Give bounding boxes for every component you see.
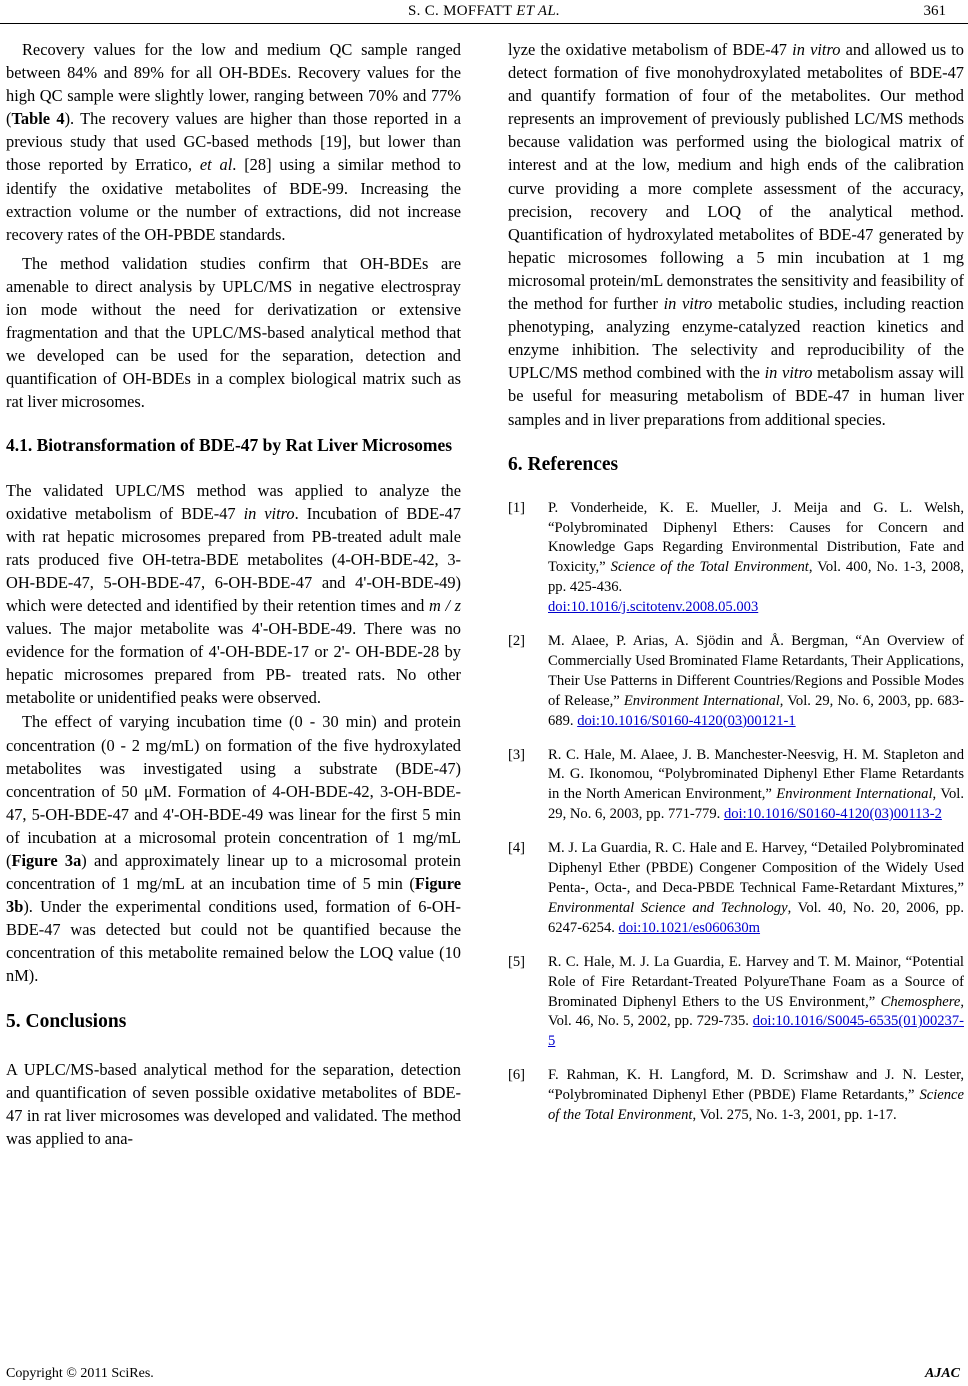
text-run: , Vol. 46, No. 5, 2002, pp. 729-735.: [548, 993, 964, 1030]
text-run: and allowed us to detect formation of five monohydroxylated metabolites of BDE-47 and quantify formation of four of the metabolites. Our method represents an improvement of previously published LC/MS methods because validation was performed using the biological matrix of interest and at the low, medium and high ends of the calibration curve providing a more complete assessment of the accuracy, precision, recovery and LOQ of the analytical method. Quantification of hydroxylated metabolites of BDE-47 generated by hepatic microsomes following a 5 min incubation at 1 mg microsomal protein/mL demonstrates the sensitivity and feasibility of the method for further: [508, 40, 964, 314]
text-run: Recovery values for the low and medium QC sample ranged between 84% and 89% for all OH-BDEs. Recovery values for the high QC sample were slightly lower, ranging between 70% and 77% (: [6, 40, 461, 129]
left-column: [6, 38, 461, 1150]
doi-link[interactable]: doi:10.1016/S0160-4120(03)00121-1: [577, 712, 796, 729]
text-run: The validated UPLC/MS method was applied to analyze the oxidative metabolism of BDE-47: [6, 480, 461, 523]
text-run: in vitro: [663, 294, 713, 314]
text-run: Environment International: [776, 786, 933, 803]
text-run: in vitro: [792, 40, 841, 59]
text-run: , Vol. 29, No. 6, 2003, pp. 771-779.: [548, 786, 964, 823]
page-header: [0, 0, 968, 24]
doi-link[interactable]: doi:10.1016/S0045-6535(01)00237-5: [548, 1013, 964, 1050]
reference-item: [508, 839, 964, 939]
text-run: Environmental Science and Technology: [548, 899, 788, 916]
reference-item: [508, 953, 964, 1053]
journal-abbreviation: AJAC: [924, 1366, 960, 1381]
figure-3a-link[interactable]: Figure 3a: [11, 851, 82, 870]
text-run: Chemosphere: [880, 993, 961, 1010]
text-run: metabolism assay will be useful for measuring metabolism of BDE-47 in human liver samples and in liver preparations from additional species.: [508, 363, 965, 429]
reference-number: [4]: [508, 840, 526, 857]
text-run: ) and approximately linear up to a microsomal protein concentration of 1 mg/mL at an incubation time of 5 min (: [6, 851, 461, 894]
text-run: R. C. Hale, M. J. La Guardia, E. Harvey and T. M. Mainor, “Potential Role of Fire Retardant-Treated PolyureThane Foam as a Source of Brominated Diphenyl Ethers to the US Environment,”: [548, 953, 964, 1010]
text-run: , Vol. 400, No. 1-3, 2008, pp. 425-436.: [548, 559, 964, 596]
text-run: Environment International: [623, 692, 780, 709]
reference-item: [508, 1066, 964, 1126]
text-run: , Vol. 29, No. 6, 2003, pp. 683-689.: [548, 692, 964, 729]
reference-number: [3]: [508, 746, 526, 763]
reference-item: [508, 499, 964, 618]
page-number: 361: [923, 3, 946, 19]
text-run: The effect of varying incubation time (0 - 30 min) and protein concentration (0 - 2 mg/mL) on formation of the five hydroxylated metabolites was investigated using a substrate (BDE-47) concentration of 50 μM. Formation of 4-OH-BDE-42, 3-OH-BDE-47, 5-OH-BDE-47 and 4'-OH-BDE-49 was linear for the first 5 min of incubation at a microsomal protein concentration of 1 mg/mL (: [6, 712, 461, 870]
text-run: in vitro: [243, 503, 295, 523]
right-column: [508, 38, 964, 1126]
running-head: [0, 3, 968, 20]
text-run: ). Under the experimental conditions used, formation of 6-OH-BDE-47 was detected but could not be quantified because the concentration of this metabolite remained below the LOQ value (10 nM).: [6, 897, 461, 986]
text-run: Science of the Total Environment: [610, 559, 809, 576]
paragraph-biotransformation: [6, 479, 461, 710]
paragraph-method-validation: The method validation studies confirm that OH-BDEs are amenable to direct analysis by UPLC/MS in negative electrospray ion mode without the need for derivatization or extensive fragmentation and that the UPLC/MS-based analytical method that we developed can be used for the separation, detection and quantification of OH-BDEs in a complex biological matrix such as rat liver microsomes.: [6, 253, 461, 412]
reference-number: [1]: [508, 499, 526, 516]
paragraph-incubation-effect: [6, 710, 461, 987]
text-run: values. The major metabolite was 4'-OH-BDE-49. There was no evidence for the formation of 4'-OH-BDE-17 or 2'- OH-BDE-28 by hepatic microsomes prepared from PB- treated rats. No other metabolite or unidentified peaks were observed.: [6, 619, 461, 708]
text-run: lyze the oxidative metabolism of BDE-47: [508, 40, 793, 59]
section-heading-4-1: 4.1. Biotransformation of BDE-47 by Rat Liver Microsomes: [6, 434, 453, 455]
copyright-notice: Copyright © 2011 SciRes.: [6, 1366, 154, 1381]
text-run: R. C. Hale, M. Alaee, J. B. Manchester-Neesvig, H. M. Stapleton and M. G. Ikonomou, “Polybrominated Diphenyl Ether Flame Retardants in the North American Environment,”: [548, 746, 964, 803]
doi-link[interactable]: doi:10.1016/S0160-4120(03)00113-2: [723, 806, 942, 823]
running-head-etal: ET AL.: [516, 3, 561, 19]
text-run: metabolic studies, including reaction phenotyping, analyzing enzyme-catalyzed reaction kinetics and enzyme inhibition. The selectivity and reproducibility of the UPLC/MS method combined with the: [508, 294, 964, 383]
reference-number: [2]: [508, 633, 526, 650]
reference-number: [5]: [508, 953, 526, 970]
text-run: . Incubation of BDE-47 with rat hepatic microsomes prepared from PB-treated adult male rats produced five OH-tetra-BDE metabolites (4-OH-BDE-42, 3-OH-BDE-47, 5-OH-BDE-47, 6-OH-BDE-47 and 4'-OH-BDE-49) which were detected and identified by their retention times and: [6, 503, 461, 615]
reference-item: [508, 632, 964, 732]
paragraph-conclusions: A UPLC/MS-based analytical method for the separation, detection and quantification of seven possible oxidative metabolites of BDE-47 in rat liver microsomes was developed and validated. The method was applied to ana-: [6, 1059, 461, 1148]
text-run: F. Rahman, K. H. Langford, M. D. Scrimshaw and J. N. Lester, “Polybrominated Diphenyl Ether (PBDE) Flame Retardants,”: [548, 1067, 964, 1104]
table-4-link[interactable]: Table 4: [11, 109, 65, 129]
doi-link[interactable]: doi:10.1016/j.scitotenv.2008.05.003: [548, 599, 759, 616]
text-run: m / z: [429, 595, 462, 615]
text-run: M. Alaee, P. Arias, A. Sjödin and Å. Bergman, “An Overview of Commercially Used Brominated Flame Retardants, Their Applications, Their Use Patterns in Different Countries/Regions and Possible Modes of Release,”: [548, 633, 964, 709]
text-run: , Vol. 40, No. 20, 2006, pp. 6247-6254.: [548, 899, 964, 936]
text-run: et al: [199, 155, 233, 175]
section-heading-conclusions: 5. Conclusions: [6, 1010, 127, 1032]
doi-link[interactable]: doi:10.1021/es060630m: [618, 919, 761, 936]
text-run: M. J. La Guardia, R. C. Hale and E. Harvey, “Detailed Polybrominated Diphenyl Ether (PBDE) Congener Composition of the Widely Used Penta-, Octa-, and Deca-PBDE Technical Fame-Retardant Mixtures,”: [548, 840, 964, 896]
header-rule: [0, 23, 968, 24]
text-run: . [28] using a similar method to identify the oxidative metabolites of BDE-99. Increasing the extraction volume or the number of extractions, did not increase recovery rates of the OH-PBDE standards.: [6, 155, 461, 244]
text-run: in vitro: [764, 363, 813, 383]
text-run: ). The recovery values are higher than those reported in a previous study that used GC-based methods [19], but lower than those reported by Erratico,: [6, 109, 461, 175]
text-run: Science of the Total Environment: [548, 1087, 964, 1124]
paragraph-recovery: [6, 38, 461, 246]
running-head-author: S. C. MOFFATT: [407, 3, 513, 19]
figure-3b-link[interactable]: Figure 3b: [6, 874, 461, 917]
section-heading-references: 6. References: [508, 453, 619, 475]
paragraph-conclusions-continued: [508, 38, 964, 431]
text-run: P. Vonderheide, K. E. Mueller, J. Meija and G. L. Welsh, “Polybrominated Diphenyl Ethers: Causes for Concern and Knowledge Gaps Regarding Environmental Distribution, Fate and Toxicity,”: [548, 499, 964, 576]
reference-number: [6]: [508, 1067, 526, 1084]
reference-item: [508, 746, 964, 826]
text-run: , Vol. 275, No. 1-3, 2001, pp. 1-17.: [692, 1107, 897, 1124]
